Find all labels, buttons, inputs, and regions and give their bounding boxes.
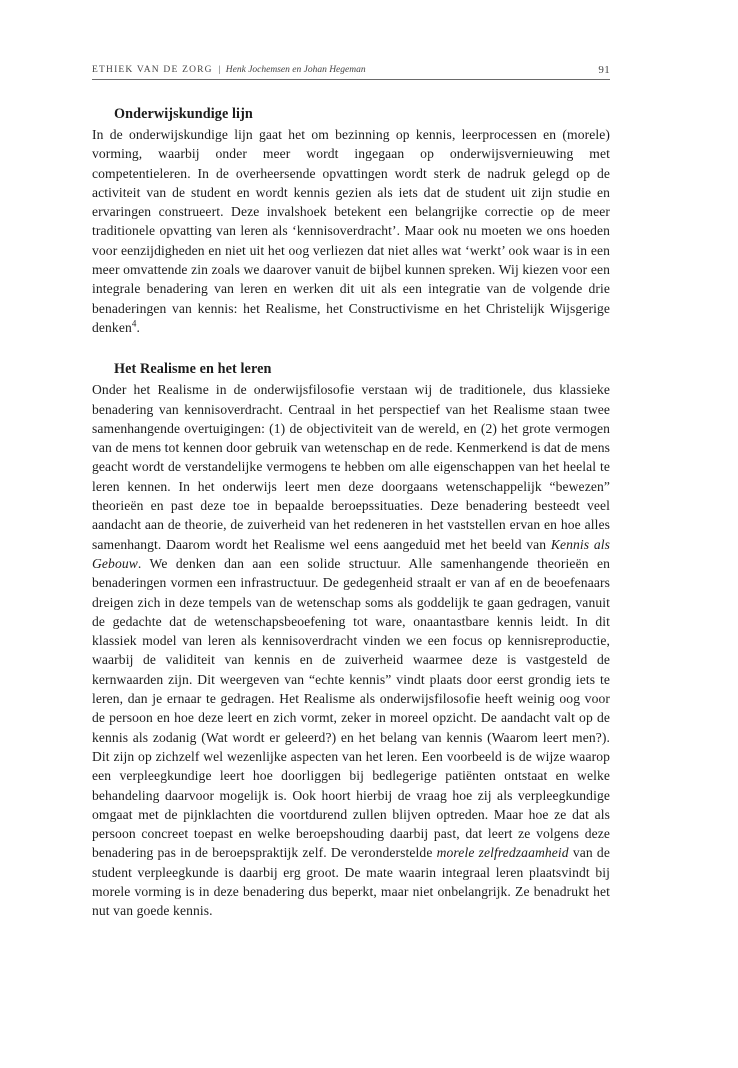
section-spacer	[92, 337, 610, 359]
page-body	[92, 104, 610, 921]
footnote-reference[interactable]: 4	[131, 318, 137, 329]
book-title: ETHIEK VAN DE ZORG	[92, 65, 213, 75]
header-authors: Henk Jochemsen en Johan Hegeman	[225, 65, 366, 75]
running-header	[92, 63, 610, 80]
paragraph-onderwijskundige-lijn	[92, 125, 610, 337]
paragraph-text-part2: . We denken dan aan een solide structuur. Alle samenhangende theorieën en benaderingen vormen een infrastructuur. De gedegenheid straalt er van af en de beoefenaars dreigen zich in deze tempels van de wetenschap soms als goddelijk te gaan gedragen, vanuit de gedachte dat de wetenschapsbeoefening tot ware, onaantastbare kennis leidt. In dit klassiek model van leren als kennisoverdracht vinden we een focus op kennisreproductie, waarbij de validiteit van kennis en de zuiverheid waarmee deze is vastgesteld de kernwaarden zijn. Dit weergeven van “echte kennis” vindt plaats door eerst grondig iets te leren, dan je ernaar te gedragen. Het Realisme als onderwijsfilosofie heeft weinig oog voor de persoon en hoe deze leert en zich vormt, zeker in moreel opzicht. De aandacht valt op de kennis als zodanig (Wat wordt er geleerd?) en het belang van kennis (Waarom leert men?). Dit zijn op zichzelf wel wezenlijke aspecten van het leren. Een voorbeeld is de wijze waarop een verpleegkundige leert hoe doorliggen bij bedlegerige patiënten ontstaat en welke behandeling daarvoor mogelijk is. Ook hoort hierbij de vraag hoe zij als verpleegkundige omgaat met de pijnklachten die voortdurend zullen blijven optreden. Maar hoe ze dat als persoon concreet toepast en welke beroepshouding daarbij past, dat leert ze volgens deze benadering pas in de beroepspraktijk zelf. De veronderstelde	[92, 555, 610, 861]
section-heading-onderwijskundige-lijn: Onderwijskundige lijn	[114, 106, 253, 122]
paragraph-text-part3: van de student verpleegkunde is daarbij erg groot. De mate waarin integraal leren plaatsvindt bij morele vorming is in deze benadering dus beperkt, maar niet onbelangrijk. Ze benadrukt het nut van goede kennis.	[92, 845, 610, 919]
header-separator: |	[218, 65, 221, 75]
paragraph-realisme	[92, 380, 610, 920]
section-heading-realisme: Het Realisme en het leren	[114, 361, 272, 378]
running-header-left	[92, 63, 366, 77]
page-number: 91	[598, 64, 610, 76]
paragraph-text: In de onderwijskundige lijn gaat het om bezinning op kennis, leerprocessen en (morele) vorming, waarbij onder meer wordt ingegaan op onderwijsvernieuwing met competentieleren. In de overheersende opvattingen wordt sterk de nadruk gelegd op de activiteit van de student en wordt kennis gezien als iets dat de student uit zijn studie en ervaringen construeert. Deze invalshoek betekent een belangrijke correctie op de meer traditionele opvatting van leren als ‘kennisoverdracht’. Maar ook nu moeten we ons hoeden voor eenzijdigheden en niet uit het oog verliezen dat niet alles wat ‘werkt’ ook waar is in een meer omvattende zin zoals we daarover vanuit de bijbel kunnen spreken. Wij kiezen voor een integrale benadering van leren en werken dit uit als een integratie van de volgende drie benaderingen van kennis: het Realisme, het Constructivisme en het Christelijk Wijsgerige denken	[92, 127, 610, 335]
paragraph-text-part1: Onder het Realisme in de onderwijsfilosofie verstaan wij de traditionele, dus klassieke benadering van kennisoverdracht. Centraal in het perspectief van het Realisme staan twee samenhangende overtuigingen: (1) de objectiviteit van de wereld, en (2) het grote vermogen van de mens tot kennen door gebruik van wetenschap en de rede. Kenmerkend is dat de mens geacht wordt de verstandelijke vermogens te hebben om alle eigenschappen van het heelal te leren kennen. In het onderwijs leert men deze doorgaans wetenschappelijk “bewezen” theorieën en past deze toe in bepaalde beroepssituaties. Deze benadering besteedt veel aandacht aan de theorie, de zuiverheid van het redeneren in het vaststellen ervan en hoe alles samenhangt. Daarom wordt het Realisme wel eens aangeduid met het beeld van	[92, 382, 610, 552]
emphasis-kennis-als-gebouw: Kennis als Gebouw	[92, 536, 610, 571]
emphasis-morele-zelfredzaamheid: morele zelfredzaamheid	[436, 845, 569, 861]
paragraph-text-end: .	[136, 319, 140, 335]
